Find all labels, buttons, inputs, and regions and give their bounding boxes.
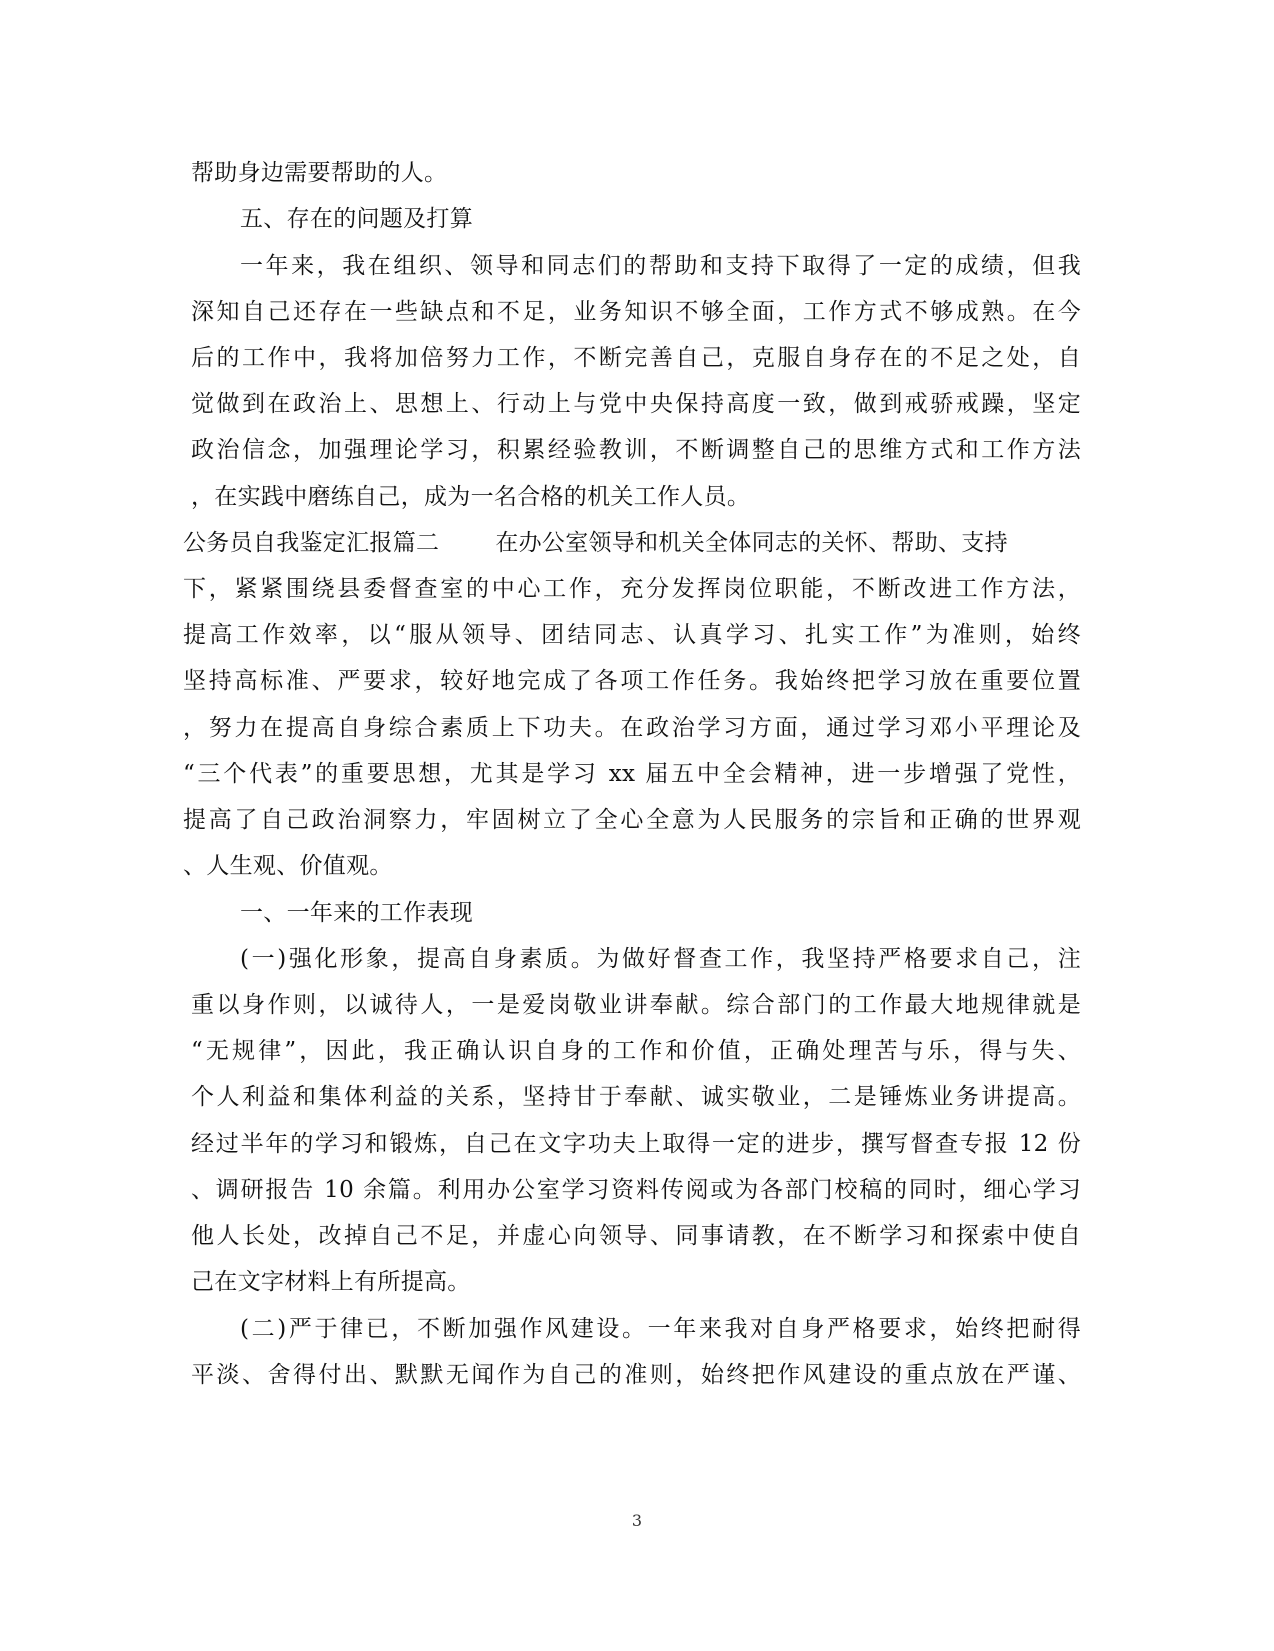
text-line: 己在文字材料上有所提高。 [191,1269,471,1295]
text-line: 下，紧紧围绕县委督查室的中心工作，充分发挥岗位职能，不断改进工作方法， [183,576,1081,602]
text-line: 经过半年的学习和锻炼，自己在文字功夫上取得一定的进步，撰写督查专报 12 份 [191,1131,1081,1157]
text-line: 后的工作中，我将加倍努力工作，不断完善自己，克服自身存在的不足之处，自 [191,345,1081,371]
text-line: 、调研报告 10 余篇。利用办公室学习资料传阅或为各部门校稿的同时，细心学习 [191,1177,1081,1203]
page-number: 3 [631,1511,643,1530]
text-line: 重以身作则，以诚待人，一是爱岗敬业讲奉献。综合部门的工作最大地规律就是 [191,992,1081,1018]
text-line: 个人利益和集体利益的关系，坚持甘于奉献、诚实敬业，二是锤炼业务讲提高。 [191,1084,1081,1110]
article-title: 公务员自我鉴定汇报篇二 [183,530,440,556]
text-line: 深知自己还存在一些缺点和不足，业务知识不够全面，工作方式不够成熟。在今 [191,299,1081,325]
text-line: 坚持高标准、严要求，较好地完成了各项工作任务。我始终把学习放在重要位置 [183,668,1081,694]
text-line-continuation: 在办公室领导和机关全体同志的关怀、帮助、支持 [495,530,1008,556]
section-heading: 五、存在的问题及打算 [240,206,473,232]
text-line: ，在实践中磨练自己，成为一名合格的机关工作人员。 [191,484,751,510]
text-line: “无规律”，因此，我正确认识自身的工作和价值，正确处理苦与乐，得与失、 [191,1038,1081,1064]
text-line: 、人生观、价值观。 [183,853,393,879]
text-line: 提高了自己政治洞察力，牢固树立了全心全意为人民服务的宗旨和正确的世界观 [183,807,1081,833]
text-line: 政治信念，加强理论学习，积累经验教训，不断调整自己的思维方式和工作方法 [191,437,1081,463]
text-line: “三个代表”的重要思想，尤其是学习 xx 届五中全会精神，进一步增强了党性， [183,761,1081,787]
text-line [183,528,1081,558]
text-line: 帮助身边需要帮助的人。 [191,160,448,186]
text-line: 平淡、舍得付出、默默无闻作为自己的准则，始终把作风建设的重点放在严谨、 [191,1362,1081,1388]
text-line: (一)强化形象，提高自身素质。为做好督查工作，我坚持严格要求自己，注 [240,946,1081,972]
text-line: ，努力在提高自身综合素质上下功夫。在政治学习方面，通过学习邓小平理论及 [183,715,1081,741]
text-line: (二)严于律已，不断加强作风建设。一年来我对自身严格要求，始终把耐得 [240,1316,1081,1342]
text-line: 提高工作效率，以“服从领导、团结同志、认真学习、扎实工作”为准则，始终 [183,622,1081,648]
text-line: 他人长处，改掉自己不足，并虚心向领导、同事请教，在不断学习和探索中使自 [191,1223,1081,1249]
text-line: 一年来，我在组织、领导和同志们的帮助和支持下取得了一定的成绩，但我 [240,253,1081,279]
text-line: 觉做到在政治上、思想上、行动上与党中央保持高度一致，做到戒骄戒躁，坚定 [191,391,1081,417]
section-heading: 一、一年来的工作表现 [240,900,473,926]
